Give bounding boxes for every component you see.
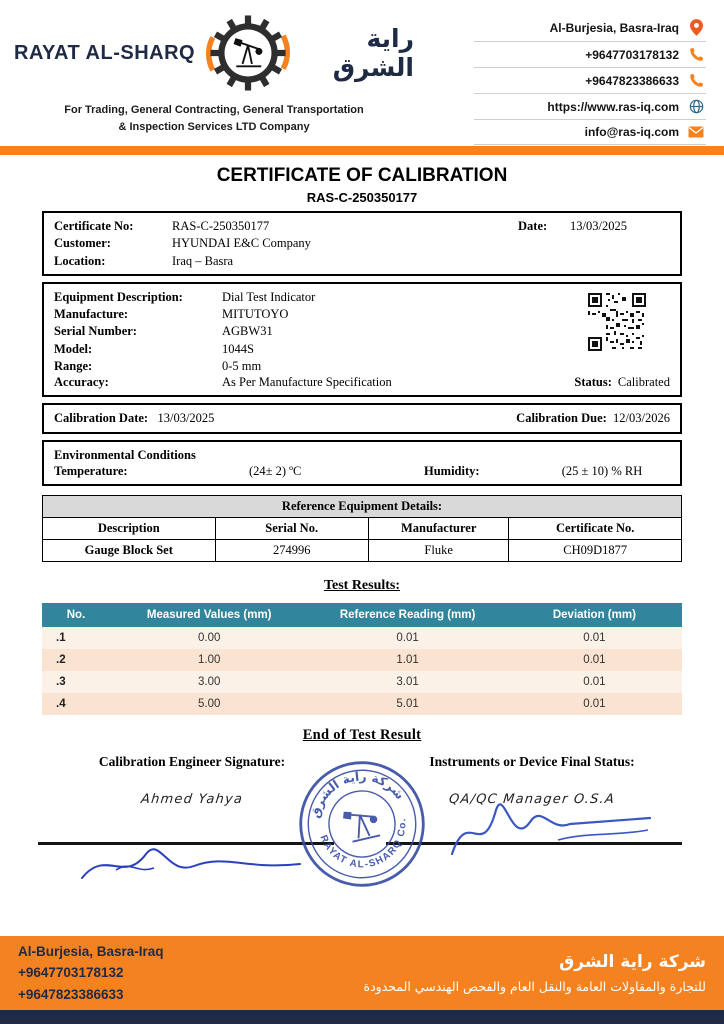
row-no: .2: [42, 649, 110, 671]
reference-table-header-row: [43, 518, 682, 540]
reference-equipment-table: [42, 495, 682, 562]
location-label: Location:: [54, 253, 106, 268]
qr-code: [588, 293, 646, 351]
environmental-conditions-row: [54, 463, 670, 479]
equipment-box: [42, 282, 682, 398]
company-logo: [14, 12, 414, 146]
certificate-no-label: Certificate No:: [54, 219, 134, 233]
row-measured: 1.00: [110, 649, 308, 671]
email-icon: [688, 126, 704, 138]
company-name-english: RAYAT AL-SHARQ: [14, 41, 196, 64]
contact-phone-1: [474, 42, 706, 68]
range-value: 0-5 mm: [222, 358, 262, 373]
column-header-no: No.: [42, 603, 110, 627]
reference-table-title: Reference Equipment Details:: [43, 496, 682, 518]
row-no: .4: [42, 693, 110, 715]
date-value: 13/03/2025: [570, 219, 627, 233]
manager-signature-scribble: [438, 788, 668, 878]
row-reference: 1.01: [308, 649, 506, 671]
signature-section: [42, 754, 682, 906]
equipment-description-value: Dial Test Indicator: [222, 289, 316, 304]
calibration-due: [516, 410, 670, 426]
row-no: .3: [42, 671, 110, 693]
accuracy-row: [54, 374, 670, 390]
footer-phone-2: +9647823386633: [18, 986, 124, 1002]
orange-divider-bar: [0, 146, 724, 155]
certificate-info-grid: [54, 218, 670, 269]
table-row: [42, 627, 682, 649]
humidity-label: Humidity:: [424, 463, 480, 478]
table-row: [42, 671, 682, 693]
location-value: Iraq – Basra: [172, 253, 234, 268]
environmental-conditions-box: [42, 440, 682, 487]
page-title: CERTIFICATE OF CALIBRATION: [216, 165, 508, 186]
range-label: Range:: [54, 358, 93, 373]
svg-text:شركة راية الشرق: [300, 759, 408, 822]
logo-row: [14, 12, 414, 94]
email-text: info@ras-iq.com: [584, 125, 679, 139]
calibration-due-value: 12/03/2026: [613, 411, 670, 426]
footer-address: Al-Burjesia, Basra-Iraq: [18, 943, 164, 959]
serial-number-value: AGBW31: [222, 324, 273, 339]
manufacture-label: Manufacture:: [54, 307, 129, 321]
column-header-reference: Reference Reading (mm): [308, 603, 506, 627]
temperature-label: Temperature:: [54, 463, 128, 478]
column-header-certificate: Certificate No.: [509, 518, 682, 540]
test-results-heading: Test Results:: [323, 578, 401, 593]
stamp-pumpjack-icon: [346, 809, 380, 842]
table-row: [43, 540, 682, 562]
ref-description-cell: Gauge Block Set: [43, 540, 216, 562]
phone-2-text: +9647823386633: [585, 73, 679, 88]
calibration-due-label: Calibration Due:: [516, 411, 607, 426]
column-header-measured: Measured Values (mm): [110, 603, 308, 627]
footer-contact-block: [18, 941, 164, 1006]
end-of-test-heading: End of Test Result: [302, 727, 422, 743]
column-header-deviation: Deviation (mm): [507, 603, 682, 627]
row-reference: 3.01: [308, 671, 506, 693]
website-text: https://www.ras-iq.com: [547, 99, 679, 114]
calibration-date-value: 13/03/2025: [157, 411, 215, 426]
model-label: Model:: [54, 341, 93, 356]
status-label: Status:: [574, 375, 612, 389]
bottom-navy-bar: [0, 1010, 724, 1024]
row-reference: 5.01: [308, 693, 506, 715]
globe-icon: [688, 99, 704, 114]
accuracy-label: Accuracy:: [54, 375, 109, 389]
row-measured: 3.00: [110, 671, 308, 693]
company-tagline: [14, 102, 414, 136]
footer-phone-1: +9647703178132: [18, 965, 124, 981]
certificate-body: [0, 155, 724, 906]
ref-manufacturer-cell: Fluke: [368, 540, 509, 562]
humidity-value: (25 ± 10) % RH: [561, 463, 643, 478]
ref-certificate-cell: CH09D1877: [509, 540, 682, 562]
status-value: Calibrated: [617, 375, 670, 389]
gear-pumpjack-logo-icon: [205, 12, 291, 94]
phone-icon: [688, 73, 704, 88]
row-deviation: 0.01: [507, 693, 682, 715]
footer-company-description-arabic: للتجارة والمقاولات العامة والنقل العام والفحص الهندسي المحدودة: [363, 979, 706, 994]
final-status-label: Instruments or Device Final Status:: [429, 754, 635, 769]
row-deviation: 0.01: [507, 649, 682, 671]
column-header-serial: Serial No.: [215, 518, 368, 540]
phone-1-text: +9647703178132: [585, 47, 679, 62]
header: [0, 0, 724, 146]
stamp-arabic-text: شركة راية الشرق: [307, 769, 408, 820]
phone-icon: [688, 47, 704, 62]
row-measured: 5.00: [110, 693, 308, 715]
footer-arabic-block: [364, 952, 706, 994]
qa-qc-manager-handwritten: QA/QC Manager O.S.A: [448, 792, 616, 807]
environmental-conditions-title: Environmental Conditions: [54, 447, 196, 462]
ref-serial-cell: 274996: [215, 540, 368, 562]
row-deviation: 0.01: [507, 671, 682, 693]
customer-value: HYUNDAI E&C Company: [172, 236, 311, 251]
footer-company-name-arabic: شركة راية الشرق: [559, 952, 706, 972]
column-header-manufacturer: Manufacturer: [368, 518, 509, 540]
test-table-header-row: [42, 603, 682, 627]
calibration-date-label: Calibration Date:: [54, 411, 149, 426]
stamp-english-text: RAYAT AL-SHARQ Co.: [317, 816, 409, 871]
contact-website: [474, 94, 706, 120]
engineer-name-handwritten: Ahmed Yahya: [140, 792, 244, 807]
row-deviation: 0.01: [507, 627, 682, 649]
serial-number-label: Serial Number:: [54, 324, 137, 339]
calibration-date: [54, 410, 214, 426]
row-no: .1: [42, 627, 110, 649]
equipment-description-label: Equipment Description:: [54, 289, 183, 304]
table-row: [42, 649, 682, 671]
reference-table-title-row: [43, 496, 682, 518]
certificate-info-box: [42, 211, 682, 276]
tagline-line-1: For Trading, General Contracting, General Transportation: [64, 104, 364, 116]
certificate-no-value: RAS-C-250350177: [172, 219, 270, 233]
row-measured: 0.00: [110, 627, 308, 649]
contact-address: [474, 14, 706, 42]
address-text: Al-Burjesia, Basra-Iraq: [549, 20, 679, 35]
engineer-signature-label: Calibration Engineer Signature:: [98, 754, 286, 769]
column-header-description: Description: [43, 518, 216, 540]
calibration-dates-row: [54, 410, 670, 426]
test-results-table: [42, 603, 682, 715]
certificate-number-subtitle: RAS-C-250350177: [306, 190, 418, 205]
footer: [0, 936, 724, 1010]
model-value: 1044S: [222, 341, 254, 356]
equipment-grid: [54, 289, 670, 374]
company-name-arabic: راية الشرق: [332, 24, 414, 82]
table-row: [42, 693, 682, 715]
customer-label: Customer:: [54, 236, 111, 251]
engineer-signature-scribble: [76, 840, 306, 895]
calibration-dates-box: [42, 403, 682, 433]
contact-email: [474, 120, 706, 145]
tagline-line-2: & Inspection Services LTD Company: [118, 121, 310, 134]
temperature-value: (24± 2) ºC: [249, 463, 302, 478]
contact-phone-2: [474, 68, 706, 94]
date-label: Date:: [518, 219, 548, 233]
row-reference: 0.01: [308, 627, 506, 649]
manufacture-value: MITUTOYO: [222, 307, 289, 321]
accuracy-value: As Per Manufacture Specification: [222, 375, 392, 389]
contact-list: [474, 12, 706, 146]
location-pin-icon: [688, 19, 704, 36]
